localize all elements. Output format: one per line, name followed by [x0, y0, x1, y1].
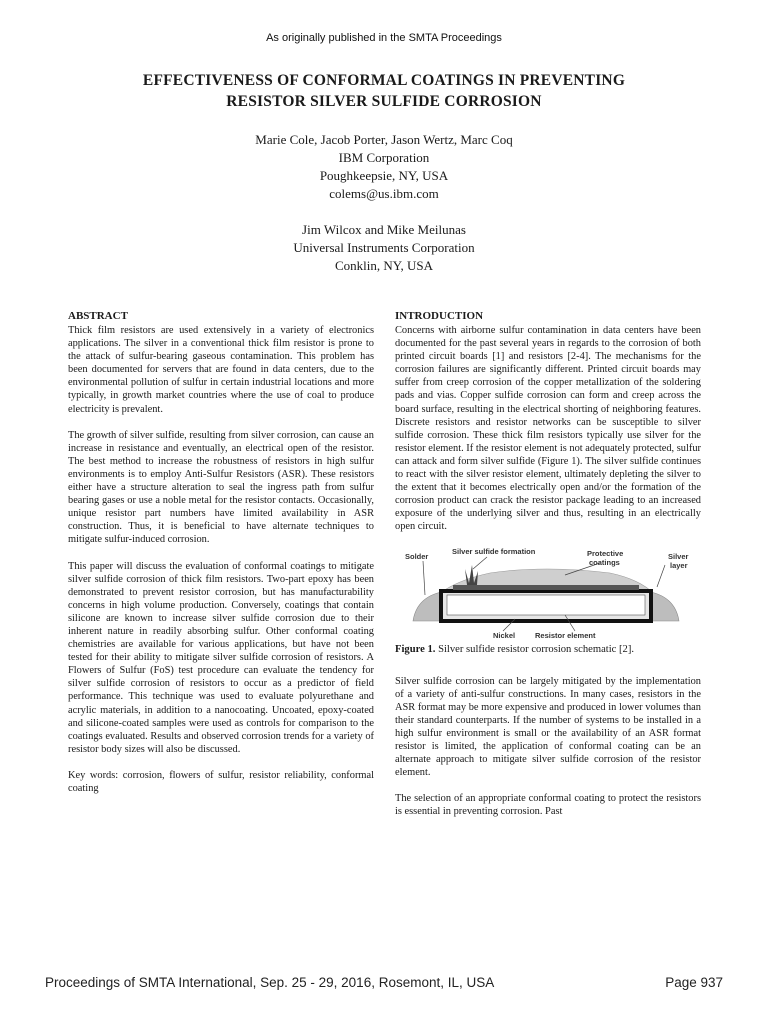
paper-title	[60, 70, 708, 112]
resistor-element-shape	[447, 595, 645, 615]
intro-paragraph-1: Concerns with airborne sulfur contamination in data centers have been documented for the past several years in regards to the corrosion of both printed circuit boards [1] and resistors [2-4]. The mechanisms for the corrosion failures are significantly different. Printed circuit boards may suffer from creep corrosion of the copper metallization of the soldering pads and vias. Copper sulfide corrosion can form and creep across the board surface, resulting in the electrical shorting of neighboring features. Discrete resistors and resistor networks can be susceptible to silver sulfide corrosion. These thick film resistors typically use silver for the resistor element. If the resistor element is not adequately protected, sulfur can attack and form silver sulfide (Figure 1). The silver sulfide continues to react with the silver resistor element, ultimately depleting the silver to the extent that it becomes electrically open and/or the formation of the corrosion product can crack the resistor package leading to an increased exposure of the underlying silver and thus, resulting in an electrically open circuit.	[395, 325, 701, 533]
figure-1-caption-label: Figure 1.	[395, 643, 436, 655]
silver-layer-shape	[453, 585, 639, 590]
intro-paragraph-3: The selection of an appropriate conformal coating to protect the resistors is essential in preventing corrosion. Past	[395, 793, 701, 818]
affiliation-2: Universal Instruments Corporation	[293, 240, 475, 255]
author-names-2: Jim Wilcox and Mike Meilunas	[302, 222, 466, 237]
title-line-1: EFFECTIVENESS OF CONFORMAL COATINGS IN PREVENTING	[142, 72, 626, 89]
figure-1-schematic	[395, 547, 701, 639]
location-1: Poughkeepsie, NY, USA	[319, 168, 449, 183]
right-column	[395, 310, 701, 831]
introduction-heading: INTRODUCTION	[395, 310, 484, 322]
intro-paragraph-2: Silver sulfide corrosion can be largely mitigated by the implementation of a variety of anti-sulfur constructions. In many cases, resistors in the ASR format may be more expensive and produced in lower volumes than their standard counterparts. If the number of systems to be installed in a high sulfur environment is small or the availability of an ASR format resistor is limited, the application of conformal coating can be an alternate approach to mitigate silver sulfide corrosion of the resistor element.	[395, 675, 701, 779]
abstract-heading: ABSTRACT	[68, 310, 128, 322]
label-resistor-element: Resistor element	[535, 630, 596, 639]
label-protective-2: coatings	[589, 557, 620, 567]
affiliation-1: IBM Corporation	[338, 150, 430, 165]
author-names-1: Marie Cole, Jacob Porter, Jason Wertz, Marc Coq	[255, 132, 513, 147]
abstract-paragraph-1: Thick film resistors are used extensively in a variety of electronics applications. The silver in a conventional thick film resistor is prone to the attack of sulfur-bearing gaseous contamination. This problem has been documented for servers that are found in data centers, due to the environmental pollution of sulfur in certain industrial locations and more typically, in growth market countries where the use of coal to produce electricity is prevalent.	[68, 325, 374, 415]
footer-page-number: Page 937	[665, 975, 723, 990]
author-email: colems@us.ibm.com	[329, 186, 439, 201]
figure-1-caption	[395, 643, 701, 657]
left-column	[68, 310, 374, 808]
label-silver-1: Silver	[668, 551, 689, 561]
label-silver-2: layer	[670, 560, 688, 570]
label-silver-sulfide: Silver sulfide formation	[452, 546, 536, 556]
author-block	[0, 131, 768, 275]
abstract-paragraph-2: The growth of silver sulfide, resulting from silver corrosion, can cause an increase in resistance and eventually, an electrical open of the resistor. The best method to increase the robustness of resistors in high sulfur environments is to employ Anti-Sulfur Resistors (ASR). These resistors either have a structure alteration to seal the ingress path from sulfur bearing gases or use a noble metal for the resistor contacts. Occasionally, unique resistor part numbers have limited availability in ASR construction. Thus, it is beneficial to have alternate techniques to mitigate sulfur-induced corrosion.	[68, 429, 374, 546]
label-solder: Solder	[405, 551, 429, 561]
label-nickel: Nickel	[493, 630, 516, 639]
silver-sulfide-growth-shape	[465, 565, 478, 585]
figure-1-caption-text: Silver sulfide resistor corrosion schematic [2].	[438, 643, 635, 655]
keywords: Key words: corrosion, flowers of sulfur, resistor reliability, conformal coating	[68, 769, 374, 794]
resistor-schematic-diagram	[395, 547, 701, 639]
location-2: Conklin, NY, USA	[334, 258, 433, 273]
label-protective-1: Protective	[587, 548, 624, 558]
title-line-2: RESISTOR SILVER SULFIDE CORROSION	[226, 93, 542, 110]
header-note: As originally published in the SMTA Proceedings	[266, 32, 502, 44]
abstract-paragraph-3: This paper will discuss the evaluation of conformal coatings to mitigate silver sulfide corrosion of thick film resistors. Two-part epoxy has been demonstrated to prevent resistor corrosion, but has manufacturability concerns in high volume production. Conversely, coatings that contain silicone are known to increase silver sulfide corrosion due to their inherent nature in readily absorbing sulfur. Other conformal coating chemistries are available for various applications, but have not been tested for their ability to mitigate silver sulfide corrosion of resistors. A Flowers of Sulfur (FoS) test procedure can evaluate the tendency for silver sulfide corrosion of resistors to occur as a predictor of field performance. This technique was used to evaluate polyurethane and acrylic materials, in addition to a nanocoating. Uncoated, epoxy-coated and silicone-coated samples were used as controls for comparison to the coatings evaluated. Results and observed corrosion trends for a variety of resistor body sizes will also be discussed.	[68, 560, 374, 755]
footer-proceedings: Proceedings of SMTA International, Sep. 25 - 29, 2016, Rosemont, IL, USA	[45, 975, 495, 990]
